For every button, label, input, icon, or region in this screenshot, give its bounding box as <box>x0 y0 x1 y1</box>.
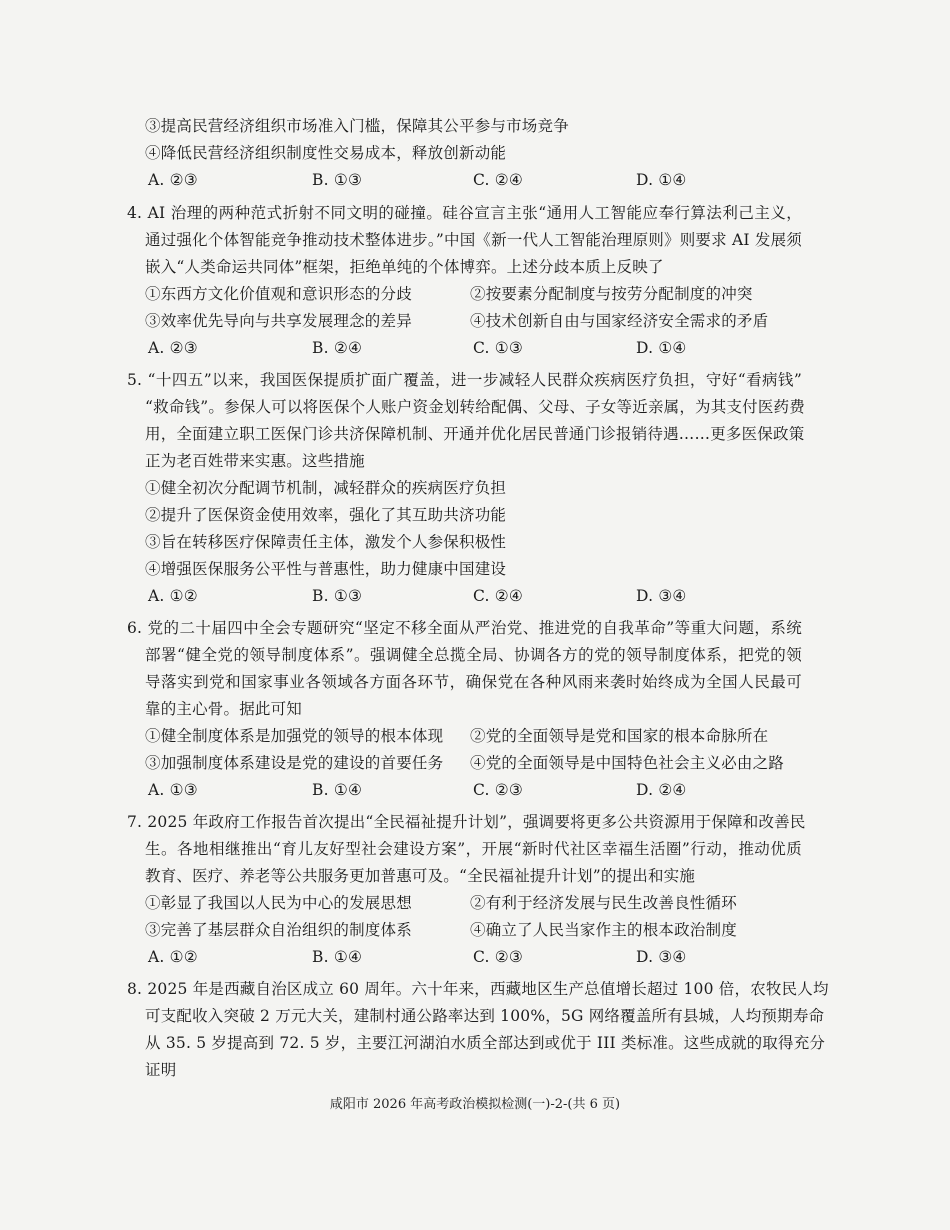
q7-choice-a: A. ①② <box>148 948 198 966</box>
prev-item-4: ④降低民营经济组织制度性交易成本，释放创新动能 <box>145 144 507 162</box>
q5-stem-line-1: 5. “十四五”以来，我国医保提质扩面广覆盖，进一步减轻人民群众疾病医疗负担，守好“看病钱” <box>127 371 802 389</box>
q7-choice-b: B. ①④ <box>312 948 363 966</box>
q5-item-1: ①健全初次分配调节机制，减轻群众的疾病医疗负担 <box>145 479 507 497</box>
q7-stem-line-3: 教育、医疗、养老等公共服务更加普惠可及。“全民福祉提升计划”的提出和实施 <box>145 867 696 885</box>
q7-stem-line-1: 7. 2025 年政府工作报告首次提出“全民福祉提升计划”，强调要将更多公共资源用于保障和改善民 <box>127 813 806 831</box>
q5-choice-d: D. ③④ <box>636 587 687 605</box>
q4-choice-a: A. ②③ <box>148 339 198 357</box>
page-footer: 咸阳市 2026 年高考政治模拟检测(一)-2-(共 6 页) <box>329 1097 621 1112</box>
q5-item-4: ④增强医保服务公平性与普惠性，助力健康中国建设 <box>145 560 507 578</box>
q6-choice-b: B. ①④ <box>312 781 363 799</box>
q4-item-4: ④技术创新自由与国家经济安全需求的矛盾 <box>470 312 769 330</box>
q4-stem-line-2: 通过强化个体智能竞争推动技术整体进步。”中国《新一代人工智能治理原则》则要求 AI 发展须 <box>145 231 802 249</box>
q4-stem-line-3: 嵌入“人类命运共同体”框架，拒绝单纯的个体博弈。上述分歧本质上反映了 <box>145 258 664 276</box>
q6-stem-line-3: 导落实到党和国家事业各领域各方面各环节，确保党在各种风雨来袭时始终成为全国人民最可 <box>145 673 802 691</box>
q5-choice-a: A. ①② <box>148 587 198 605</box>
q6-choice-a: A. ①③ <box>148 781 198 799</box>
q6-item-2: ②党的全面领导是党和国家的根本命脉所在 <box>470 727 769 745</box>
q4-stem-line-1: 4. AI 治理的两种范式折射不同文明的碰撞。硅谷宣言主张“通用人工智能应奉行算法利己主义， <box>127 204 802 222</box>
prev-item-3: ③提高民营经济组织市场准入门槛，保障其公平参与市场竞争 <box>145 117 569 135</box>
q5-stem-line-3: 用，全面建立职工医保门诊共济保障机制、开通并优化居民普通门诊报销待遇……更多医保政策 <box>145 425 805 443</box>
q5-item-3: ③旨在转移医疗保障责任主体，激发个人参保积极性 <box>145 533 507 551</box>
q7-choice-c: C. ②③ <box>473 948 523 966</box>
q5-stem-line-4: 正为老百姓带来实惠。这些措施 <box>145 452 365 470</box>
q4-choice-b: B. ②④ <box>312 339 363 357</box>
q6-item-3: ③加强制度体系建设是党的建设的首要任务 <box>145 754 444 772</box>
prev-choice-a: A. ②③ <box>148 171 198 189</box>
q5-item-2: ②提升了医保资金使用效率，强化了其互助共济功能 <box>145 506 507 524</box>
q7-stem-line-2: 生。各地相继推出“育儿友好型社会建设方案”，开展“新时代社区幸福生活圈”行动，推动优质 <box>145 840 802 858</box>
q5-stem-line-2: “救命钱”。参保人可以将医保个人账户资金划转给配偶、父母、子女等近亲属，为其支付医药费 <box>145 398 805 416</box>
q7-item-2: ②有利于经济发展与民生改善良性循环 <box>470 894 737 912</box>
q4-item-3: ③效率优先导向与共享发展理念的差异 <box>145 312 412 330</box>
q7-item-1: ①彰显了我国以人民为中心的发展思想 <box>145 894 412 912</box>
q6-item-1: ①健全制度体系是加强党的领导的根本体现 <box>145 727 444 745</box>
q6-item-4: ④党的全面领导是中国特色社会主义必由之路 <box>470 754 785 772</box>
q4-item-1: ①东西方文化价值观和意识形态的分歧 <box>145 285 412 303</box>
prev-choice-d: D. ①④ <box>636 171 687 189</box>
q6-choice-c: C. ②③ <box>473 781 523 799</box>
q6-stem-line-4: 靠的主心骨。据此可知 <box>145 700 303 718</box>
q6-stem-line-2: 部署“健全党的领导制度体系”。强调健全总揽全局、协调各方的党的领导制度体系，把党的领 <box>145 646 802 664</box>
prev-choice-c: C. ②④ <box>473 171 523 189</box>
q6-stem-line-1: 6. 党的二十届四中全会专题研究“坚定不移全面从严治党、推进党的自我革命”等重大问题，系统 <box>127 619 802 637</box>
q7-item-4: ④确立了人民当家作主的根本政治制度 <box>470 921 737 939</box>
q8-stem-line-2: 可支配收入突破 2 万元大关，建制村通公路率达到 100%，5G 网络覆盖所有县城，人均预期寿命 <box>145 1007 825 1025</box>
q6-choice-d: D. ②④ <box>636 781 687 799</box>
q7-item-3: ③完善了基层群众自治组织的制度体系 <box>145 921 412 939</box>
prev-choice-b: B. ①③ <box>312 171 363 189</box>
q4-choice-d: D. ①④ <box>636 339 687 357</box>
q7-choice-d: D. ③④ <box>636 948 687 966</box>
q4-choice-c: C. ①③ <box>473 339 523 357</box>
q8-stem-line-4: 证明 <box>145 1061 177 1079</box>
q8-stem-line-1: 8. 2025 年是西藏自治区成立 60 周年。六十年来，西藏地区生产总值增长超过 100 倍，农牧民人均 <box>127 980 829 998</box>
q5-choice-b: B. ①③ <box>312 587 363 605</box>
q5-choice-c: C. ②④ <box>473 587 523 605</box>
q4-item-2: ②按要素分配制度与按劳分配制度的冲突 <box>470 285 753 303</box>
q8-stem-line-3: 从 35. 5 岁提高到 72. 5 岁，主要江河湖泊水质全部达到或优于 III 类标准。这些成就的取得充分 <box>145 1034 826 1052</box>
